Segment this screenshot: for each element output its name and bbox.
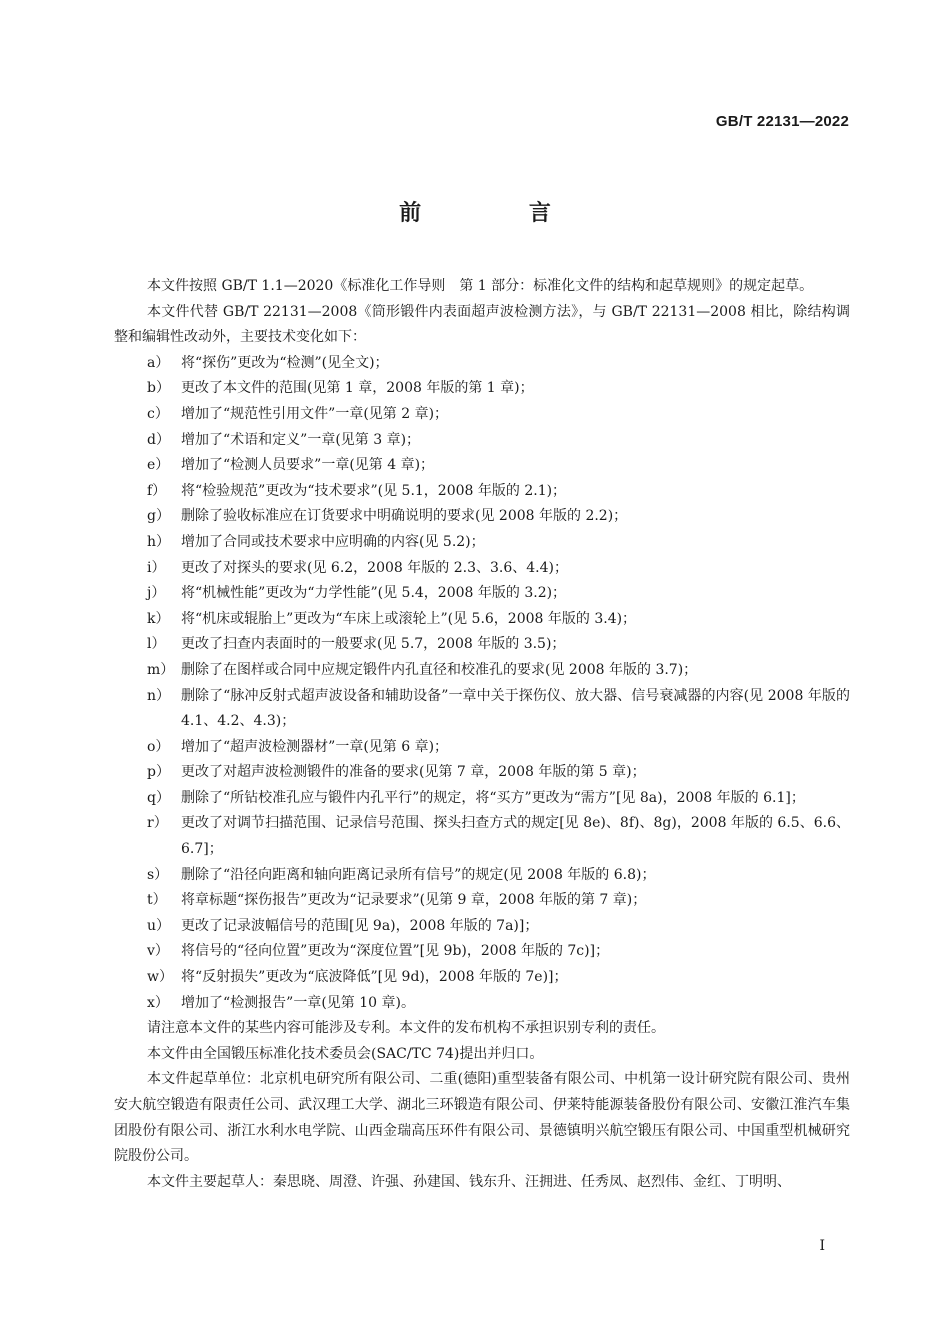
- change-item-text: 将“探伤”更改为“检测”(见全文)；: [181, 354, 389, 371]
- change-item-text: 更改了对调节扫描范围、记录信号范围、探头扫查方式的规定[见 8e)、8f)、8g)，2008 年版的 6.5、6.6、6.7]；: [181, 815, 850, 858]
- change-item-text: 将“机械性能”更改为“力学性能”(见 5.4，2008 年版的 3.2)；: [181, 585, 567, 602]
- intro-paragraph: 本文件代替 GB/T 22131—2008《筒形锻件内表面超声波检测方法》，与 GB/T 22131—2008 相比，除结构调整和编辑性改动外，主要技术变化如下：: [114, 303, 850, 346]
- change-item-label: b）: [147, 380, 170, 397]
- change-list-item: [114, 581, 850, 607]
- change-list-item: [114, 811, 850, 862]
- change-item-text: 删除了在图样或合同中应规定锻件内孔直径和校准孔的要求(见 2008 年版的 3.7)；: [181, 661, 698, 678]
- change-item-label: x）: [147, 994, 169, 1011]
- change-item-text: 更改了扫查内表面时的一般要求(见 5.7，2008 年版的 3.5)；: [181, 636, 566, 653]
- change-item-label: a）: [147, 354, 170, 371]
- change-item-text: 将“检验规范”更改为“技术要求”(见 5.1，2008 年版的 2.1)；: [181, 482, 567, 499]
- change-item-label: n）: [147, 687, 171, 704]
- change-item-label: s）: [147, 866, 169, 883]
- change-list-item: [114, 453, 850, 479]
- change-item-text: 将章标题“探伤报告”更改为“记录要求”(见第 9 章，2008 年版的第 7 章)；: [181, 892, 647, 909]
- change-list-item: [114, 735, 850, 761]
- change-item-text: 删除了“所钻校准孔应与锻件内孔平行”的规定，将“买方”更改为“需方”[见 8a)，2008 年版的 6.1]；: [181, 789, 805, 806]
- change-item-label: u）: [147, 917, 171, 934]
- change-item-text: 将“反射损失”更改为“底波降低”[见 9d)，2008 年版的 7e)]；: [181, 969, 568, 986]
- change-list-item: [114, 607, 850, 633]
- change-item-text: 增加了“检测报告”一章(见第 10 章)。: [181, 994, 415, 1011]
- change-list-item: [114, 914, 850, 940]
- change-item-label: j）: [147, 585, 166, 602]
- change-item-text: 更改了对超声波检测锻件的准备的要求(见第 7 章，2008 年版的第 5 章)；: [181, 764, 646, 781]
- change-list-item: [114, 556, 850, 582]
- change-list-item: [114, 888, 850, 914]
- standard-code: GB/T 22131—2022: [715, 113, 849, 130]
- change-item-label: q）: [147, 789, 170, 806]
- change-list-item: [114, 479, 850, 505]
- change-list-item: [114, 658, 850, 684]
- change-item-label: t）: [147, 892, 167, 909]
- change-item-label: m）: [147, 661, 175, 678]
- intro-paragraph: 本文件按照 GB/T 1.1—2020《标准化工作导则 第 1 部分：标准化文件的结构和起草规则》的规定起草。: [147, 278, 814, 294]
- change-item-text: 增加了“检测人员要求”一章(见第 4 章)；: [181, 457, 435, 474]
- change-item-text: 更改了记录波幅信号的范围[见 9a)，2008 年版的 7a)]；: [181, 917, 539, 934]
- change-item-label: e）: [147, 457, 170, 474]
- change-list-item: [114, 939, 850, 965]
- change-list-item: [114, 376, 850, 402]
- change-list: [114, 351, 850, 1016]
- change-item-label: v）: [147, 943, 169, 960]
- change-item-label: i）: [147, 559, 166, 576]
- change-item-label: r）: [147, 815, 168, 832]
- change-item-text: 增加了合同或技术要求中应明确的内容(见 5.2)；: [181, 533, 485, 550]
- change-list-item: [114, 504, 850, 530]
- change-item-label: w）: [147, 969, 173, 986]
- closing-paragraph: 请注意本文件的某些内容可能涉及专利。本文件的发布机构不承担识别专利的责任。: [147, 1020, 665, 1037]
- change-item-label: f）: [147, 482, 167, 499]
- change-item-text: 增加了“规范性引用文件”一章(见第 2 章)；: [181, 405, 449, 422]
- change-list-item: [114, 965, 850, 991]
- change-list-item: [114, 760, 850, 786]
- change-item-label: l）: [147, 636, 166, 653]
- change-list-item: [114, 786, 850, 812]
- change-item-text: 将信号的“径向位置”更改为“深度位置”[见 9b)，2008 年版的 7c)]；: [181, 943, 610, 960]
- foreword-body: [114, 274, 850, 1195]
- change-item-label: k）: [147, 610, 170, 627]
- change-list-item: [114, 684, 850, 735]
- change-item-label: p）: [147, 764, 170, 781]
- page-number: I: [819, 1238, 825, 1254]
- closing-paragraph: 本文件由全国锻压标准化技术委员会(SAC/TC 74)提出并归口。: [147, 1045, 544, 1062]
- change-item-text: 删除了验收标准应在订货要求中明确说明的要求(见 2008 年版的 2.2)；: [181, 508, 628, 525]
- change-list-item: [114, 991, 850, 1017]
- change-list-item: [114, 351, 850, 377]
- change-list-item: [114, 530, 850, 556]
- page-title: 前 言: [399, 201, 601, 226]
- change-item-text: 更改了本文件的范围(见第 1 章，2008 年版的第 1 章)；: [181, 380, 534, 397]
- change-list-item: [114, 863, 850, 889]
- change-item-label: c）: [147, 405, 169, 422]
- change-item-text: 将“机床或辊胎上”更改为“车床上或滚轮上”(见 5.6，2008 年版的 3.4)；: [181, 610, 637, 627]
- change-item-text: 删除了“沿径向距离和轴向距离记录所有信号”的规定(见 2008 年版的 6.8)；: [181, 866, 656, 883]
- change-list-item: [114, 402, 850, 428]
- change-item-text: 增加了“术语和定义”一章(见第 3 章)；: [181, 431, 421, 448]
- change-item-text: 删除了“脉冲反射式超声波设备和辅助设备”一章中关于探伤仪、放大器、信号衰减器的内容(见 2008 年版的 4.1、4.2、4.3)；: [181, 687, 850, 730]
- change-item-label: h）: [147, 533, 171, 550]
- change-item-text: 更改了对探头的要求(见 6.2，2008 年版的 2.3、3.6、4.4)；: [181, 559, 568, 576]
- change-item-label: d）: [147, 431, 170, 448]
- change-item-label: g）: [147, 508, 170, 525]
- change-item-text: 增加了“超声波检测器材”一章(见第 6 章)；: [181, 738, 449, 755]
- change-list-item: [114, 428, 850, 454]
- closing-paragraph: 本文件起草单位：北京机电研究所有限公司、二重(德阳)重型装备有限公司、中机第一设计研究院有限公司、贵州安大航空锻造有限责任公司、武汉理工大学、湖北三环锻造有限公司、伊莱特能源装备股份有限公司、安徽江淮汽车集团股份有限公司、浙江水利水电学院、山西金瑞高压环件有限公司、景德镇明兴航空锻压有限公司、中国重型机械研究院股份公司。: [114, 1071, 850, 1165]
- change-item-label: o）: [147, 738, 170, 755]
- closing-paragraph: 本文件主要起草人：秦思晓、周澄、许强、孙建国、钱东升、汪拥进、任秀凤、赵烈伟、金红、丁明明、: [147, 1173, 791, 1190]
- change-list-item: [114, 632, 850, 658]
